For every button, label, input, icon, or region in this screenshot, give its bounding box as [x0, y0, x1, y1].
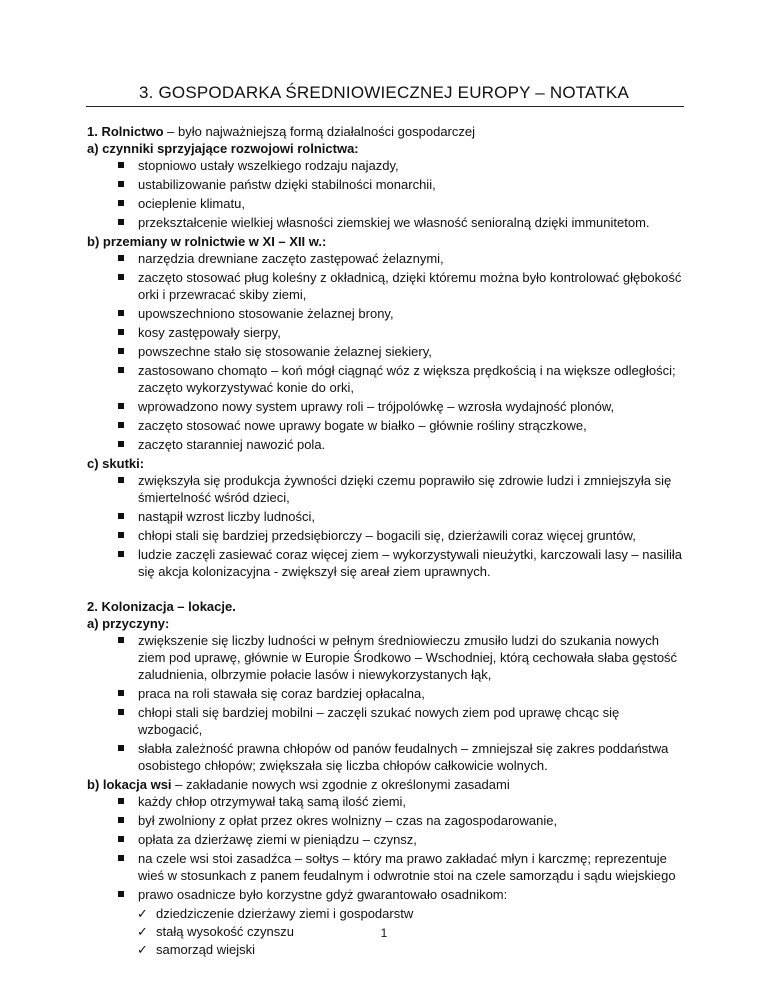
check-item: ✓ stałą wysokość czynszu	[87, 923, 687, 940]
list-item: zwiększyła się produkcja żywności dzięki czemu poprawiło się zdrowie ludzi i zmniejszyła się śmiertelność wśród dzieci,	[87, 472, 687, 506]
section-1-heading	[87, 123, 687, 140]
section-1a-list	[87, 157, 687, 231]
list-item: ludzie zaczęli zasiewać coraz więcej ziem – wykorzystywali nieużytki, karczowali lasy – nasiliła się akcja kolonizacyjna - zwiększył się areał ziem uprawnych.	[87, 546, 687, 580]
section-2b-label	[87, 776, 687, 793]
section-2b-label-rest: – zakładanie nowych wsi zgodnie z określonymi zasadami	[171, 777, 510, 792]
section-2b-label-bold: b) lokacja wsi	[87, 777, 172, 792]
list-item: na czele wsi stoi zasadźca – sołtys – który ma prawo zakładać młyn i karczmę; reprezentuje wieś w stosunkach z panem feudalnym i odwrotnie stoi na czele samorządu i sądu wiejskiego	[87, 850, 687, 884]
list-item: był zwolniony z opłat przez okres wolnizny – czas na zagospodarowanie,	[87, 812, 687, 829]
list-item: zaczęto stosować nowe uprawy bogate w białko – głównie rośliny strączkowe,	[87, 417, 687, 434]
check-item: ✓ samorząd wiejski	[87, 941, 687, 958]
list-item: opłata za dzierżawę ziemi w pieniądzu – czynsz,	[87, 831, 687, 848]
list-item: zaczęto staranniej nawozić pola.	[87, 436, 687, 453]
section-1b-list	[87, 250, 687, 453]
section-1c-list	[87, 472, 687, 580]
list-item: ocieplenie klimatu,	[87, 195, 687, 212]
page-number: 1	[380, 926, 388, 940]
list-item: prawo osadnicze było korzystne gdyż gwarantowało osadnikom:	[87, 886, 687, 903]
section-1b-label: b) przemiany w rolnictwie w XI – XII w.:	[87, 234, 327, 249]
section-1a-label: a) czynniki sprzyjające rozwojowi rolnictwa:	[87, 141, 359, 156]
section-1-heading-bold: 1. Rolnictwo	[87, 124, 164, 139]
section-2a-list	[87, 632, 687, 774]
list-item: narzędzia drewniane zaczęto zastępować żelaznymi,	[87, 250, 687, 267]
section-1c-label: c) skutki:	[87, 456, 145, 471]
section-1-heading-rest: – było najważniejszą formą działalności gospodarczej	[163, 124, 476, 139]
page-title: 3. GOSPODARKA ŚREDNIOWIECZNEJ EUROPY – NOTATKA	[138, 83, 629, 102]
list-item: ustabilizowanie państw dzięki stabilności monarchii,	[87, 176, 687, 193]
list-item: upowszechniono stosowanie żelaznej brony,	[87, 305, 687, 322]
list-item: chłopi stali się bardziej mobilni – zaczęli szukać nowych ziem pod uprawę chcąc się wzbogacić,	[87, 704, 687, 738]
list-item: nastąpił wzrost liczby ludności,	[87, 508, 687, 525]
list-item: praca na roli stawała się coraz bardziej opłacalna,	[87, 685, 687, 702]
section-2b-list	[87, 793, 687, 903]
document-body	[87, 123, 687, 959]
list-item: słabła zależność prawna chłopów od panów feudalnych – zmniejszał się zakres poddaństwa osobistego chłopów; zwiększała się liczba chłopów całkowicie wolnych.	[87, 740, 687, 774]
check-item: ✓ dziedziczenie dzierżawy ziemi i gospodarstw	[87, 905, 687, 922]
section-gap	[87, 582, 687, 598]
section-2-heading: 2. Kolonizacja – lokacje.	[87, 599, 236, 614]
list-item: zwiększenie się liczby ludności w pełnym średniowieczu zmusiło ludzi do szukania nowych ziem pod uprawę, głównie w Europie Środkowo – Wschodniej, którą cechowała słaba gęstość zaludnienia, olbrzymie połacie lasów i niewykorzystanych łąk,	[87, 632, 687, 683]
section-2a-label: a) przyczyny:	[87, 616, 170, 631]
list-item: przekształcenie wielkiej własności ziemskiej we własność senioralną dzięki immunitetom.	[87, 214, 687, 231]
list-item: powszechne stało się stosowanie żelaznej siekiery,	[87, 343, 687, 360]
list-item: zastosowano chomąto – koń mógł ciągnąć wóz z większa prędkością i na większe odległości; zaczęto wykorzystywać konie do orki,	[87, 362, 687, 396]
list-item: wprowadzono nowy system uprawy roli – trójpolówkę – wzrosła wydajność plonów,	[87, 398, 687, 415]
list-item: chłopi stali się bardziej przedsiębiorczy – bogacili się, dzierżawili coraz więcej gruntów,	[87, 527, 687, 544]
list-item: każdy chłop otrzymywał taką samą ilość ziemi,	[87, 793, 687, 810]
list-item: stopniowo ustały wszelkiego rodzaju najazdy,	[87, 157, 687, 174]
list-item: zaczęto stosować pług koleśny z okładnicą, dzięki któremu można było kontrolować głębokość orki i przewracać skiby ziemi,	[87, 269, 687, 303]
title-rule	[86, 106, 684, 107]
list-item: kosy zastępowały sierpy,	[87, 324, 687, 341]
